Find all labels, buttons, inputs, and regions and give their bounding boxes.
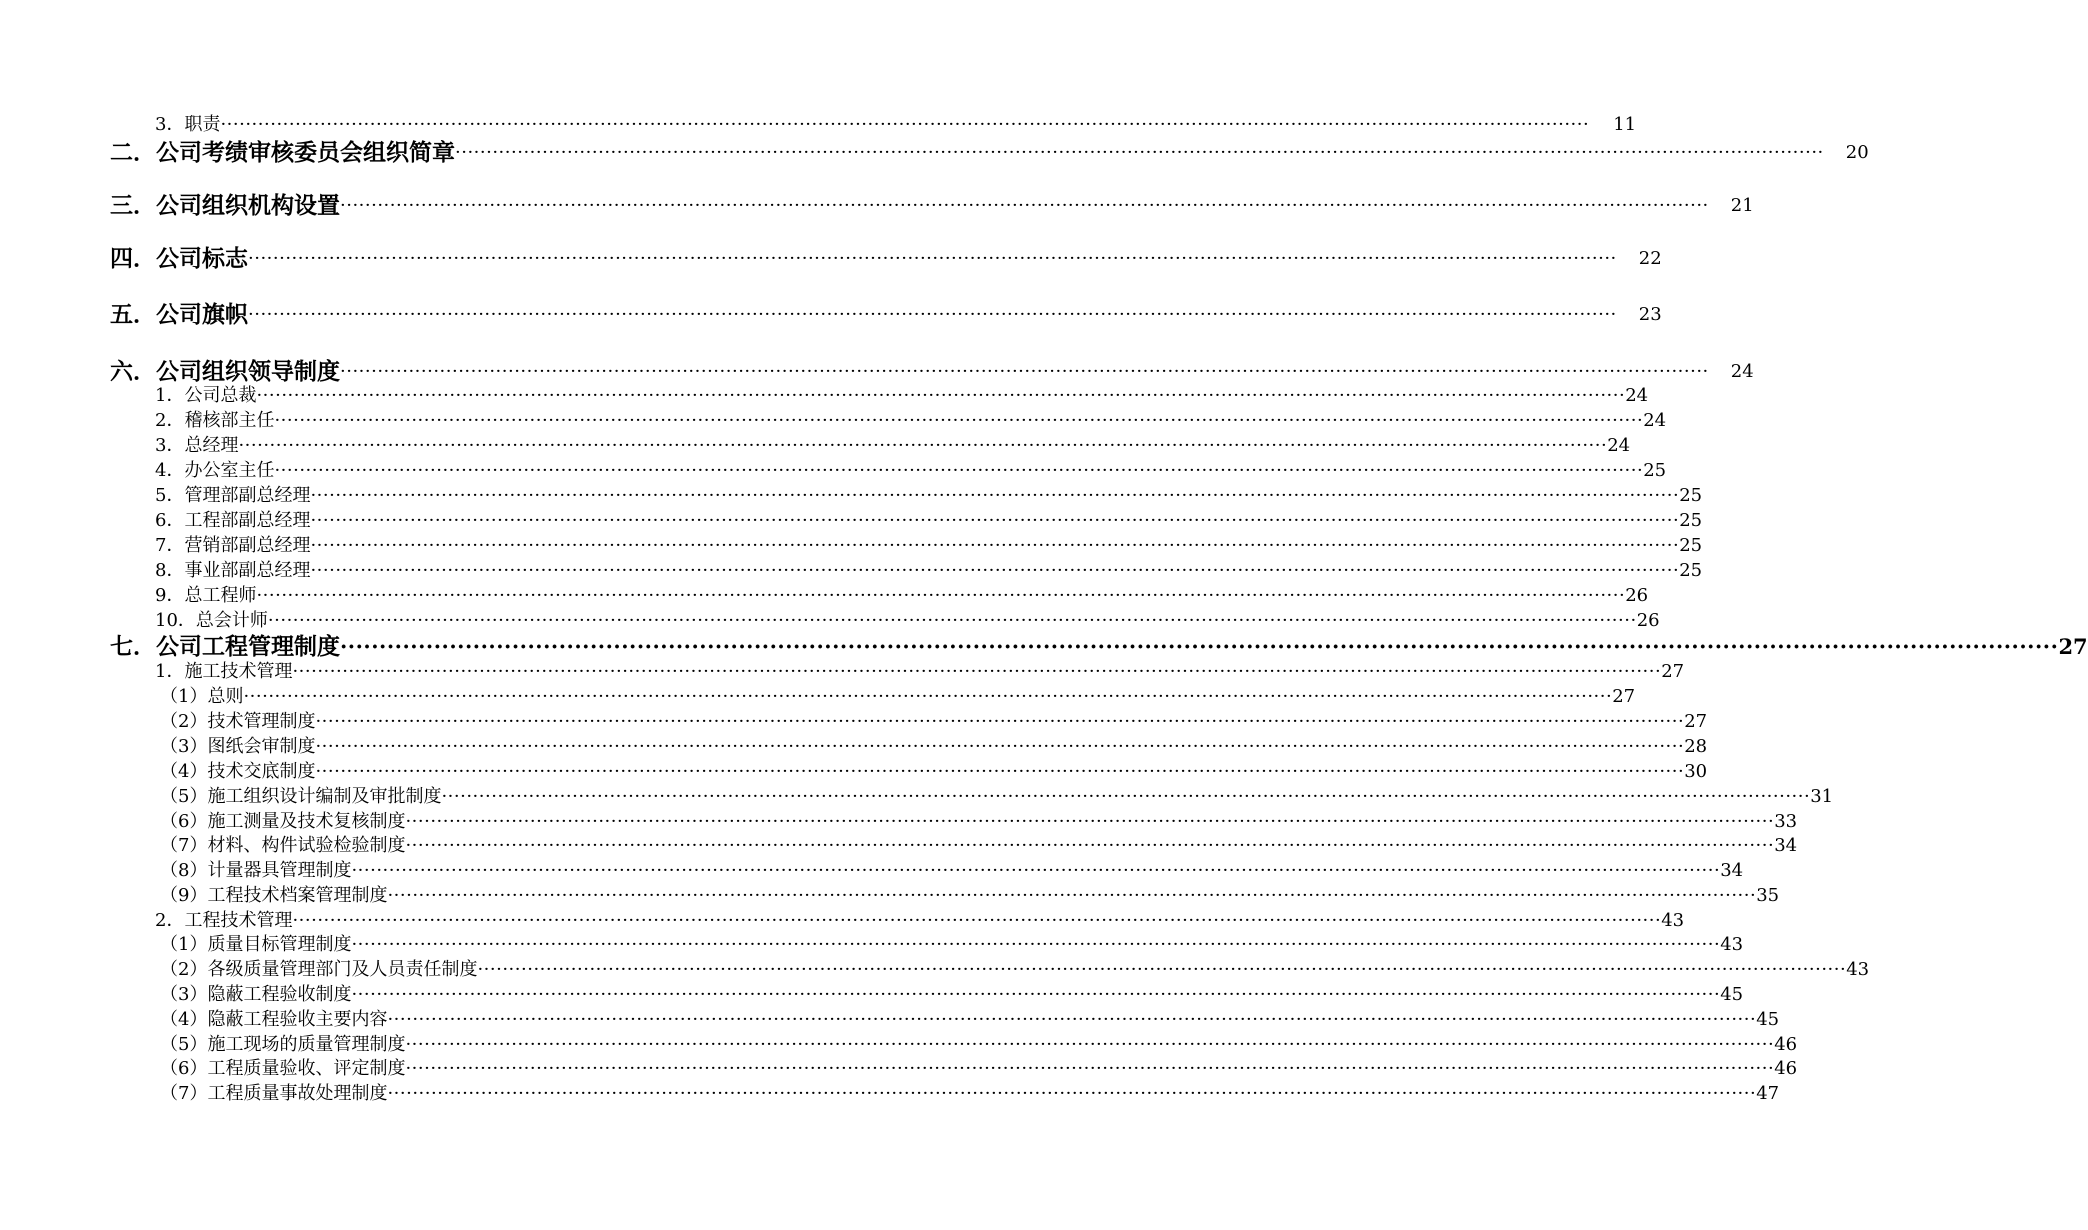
toc-entry <box>155 459 1667 483</box>
toc-entry-title: （2）技术管理制度 <box>160 711 316 732</box>
toc-entry <box>110 244 1662 274</box>
toc-page-number: 43 <box>1720 934 1744 955</box>
toc-page-number: 27 <box>2058 634 2088 659</box>
toc-page-number: 23 <box>1638 304 1662 325</box>
toc-dot-leader: ···························································································································································································································· <box>387 885 1757 906</box>
toc-entry-title: （5）施工组织设计编制及审批制度 <box>160 786 442 807</box>
toc-dot-leader: ···························································································································································································································· <box>315 761 1685 782</box>
toc-entry <box>160 785 1834 809</box>
toc-entry <box>160 1082 1780 1106</box>
toc-dot-leader: ···························································································································································································································· <box>310 510 1680 531</box>
toc-page-number: 46 <box>1774 1058 1798 1079</box>
toc-page-number: 22 <box>1638 248 1662 269</box>
toc-dot-leader: ···························································································································································································································· <box>441 786 1811 807</box>
toc-entry <box>160 958 1870 982</box>
toc-dot-leader: ···························································································································································································································· <box>351 934 1721 955</box>
toc-page-number: 28 <box>1684 736 1708 757</box>
toc-entry-title: 五．公司旗帜 <box>110 302 248 328</box>
toc-dot-leader: ···························································································································································································································· <box>315 711 1685 732</box>
toc-entry <box>155 559 1703 583</box>
toc-entry <box>110 300 1662 330</box>
toc-page-number: 27 <box>1684 711 1708 732</box>
toc-entry-title: 4．办公室主任 <box>155 460 275 481</box>
toc-page-number: 43 <box>1661 910 1685 931</box>
toc-page-number: 24 <box>1730 361 1754 382</box>
toc-entry <box>110 191 1754 221</box>
toc-dot-leader: ···························································································································································································································· <box>248 248 1617 269</box>
toc-entry-title: 8．事业部副总经理 <box>155 560 311 581</box>
toc-entry <box>160 810 1798 834</box>
toc-dot-leader: ···························································································································································································································· <box>340 195 1709 216</box>
toc-entry <box>155 484 1703 508</box>
toc-entry <box>160 735 1708 759</box>
toc-entry <box>110 632 2088 662</box>
toc-entry-title: （1）质量目标管理制度 <box>160 934 352 955</box>
toc-entry-title: （1）总则 <box>160 686 244 707</box>
toc-entry <box>160 1057 1798 1081</box>
toc-page-number: 43 <box>1846 959 1870 980</box>
toc-page-number: 21 <box>1730 195 1754 216</box>
toc-dot-leader: ···························································································································································································································· <box>292 910 1662 931</box>
toc-entry <box>110 138 1869 168</box>
toc-dot-leader: ···························································································································································································································· <box>256 385 1626 406</box>
toc-page-number: 46 <box>1774 1034 1798 1055</box>
toc-dot-leader: ···························································································································································································································· <box>243 686 1613 707</box>
toc-dot-leader: ···························································································································································································································· <box>315 736 1685 757</box>
toc-entry-title: （2）各级质量管理部门及人员责任制度 <box>160 959 478 980</box>
toc-entry-title: 3．职责 <box>155 114 221 135</box>
toc-dot-leader: ···························································································································································································································· <box>274 460 1644 481</box>
toc-dot-leader: ···························································································································································································································· <box>238 435 1608 456</box>
toc-entry <box>155 909 1685 933</box>
toc-dot-leader: ···························································································································································································································· <box>220 114 1590 135</box>
toc-dot-leader: ···························································································································································································································· <box>351 860 1721 881</box>
toc-entry <box>155 384 1649 408</box>
toc-page-number: 45 <box>1756 1009 1780 1030</box>
toc-dot-leader: ···························································································································································································································· <box>292 661 1662 682</box>
toc-entry <box>160 1008 1780 1032</box>
toc-entry-title: 10．总会计师 <box>155 610 268 631</box>
toc-entry <box>160 834 1798 858</box>
toc-entry-title: 7．营销部副总经理 <box>155 535 311 556</box>
toc-entry <box>160 760 1708 784</box>
toc-entry-title: 6．工程部副总经理 <box>155 510 311 531</box>
toc-page-number: 26 <box>1636 610 1660 631</box>
toc-entry-title: （3）图纸会审制度 <box>160 736 316 757</box>
toc-dot-leader: ···························································································································································································································· <box>340 361 1709 382</box>
toc-entry <box>160 884 1780 908</box>
toc-dot-leader: ···························································································································································································································· <box>256 585 1626 606</box>
toc-page-number: 31 <box>1810 786 1834 807</box>
toc-page-number: 27 <box>1612 686 1636 707</box>
toc-page-number: 24 <box>1643 410 1667 431</box>
toc-dot-leader: ···························································································································································································································· <box>340 634 2059 659</box>
toc-entry <box>160 685 1636 709</box>
toc-entry-title: （6）工程质量验收、评定制度 <box>160 1058 406 1079</box>
toc-page-number: 26 <box>1625 585 1649 606</box>
toc-entry-title: （7）工程质量事故处理制度 <box>160 1083 388 1104</box>
toc-page-number: 30 <box>1684 761 1708 782</box>
toc-page-number: 20 <box>1845 142 1869 163</box>
toc-entry <box>155 584 1649 608</box>
toc-page-number: 47 <box>1756 1083 1780 1104</box>
toc-entry <box>155 509 1703 533</box>
toc-page-number: 35 <box>1756 885 1780 906</box>
toc-entry-title: 3．总经理 <box>155 435 239 456</box>
toc-page-number: 34 <box>1774 835 1798 856</box>
toc-entry-title: 2．工程技术管理 <box>155 910 293 931</box>
toc-entry-title: （3）隐蔽工程验收制度 <box>160 984 352 1005</box>
toc-entry <box>155 660 1685 684</box>
toc-entry-title: （9）工程技术档案管理制度 <box>160 885 388 906</box>
toc-entry-title: 5．管理部副总经理 <box>155 485 311 506</box>
toc-dot-leader: ···························································································································································································································· <box>274 410 1644 431</box>
toc-entry-title: 七．公司工程管理制度 <box>110 634 340 660</box>
toc-page-number: 27 <box>1661 661 1685 682</box>
toc-entry-title: （5）施工现场的质量管理制度 <box>160 1034 406 1055</box>
toc-dot-leader: ···························································································································································································································· <box>405 1058 1775 1079</box>
toc-entry-title: 1．施工技术管理 <box>155 661 293 682</box>
toc-dot-leader: ···························································································································································································································· <box>310 560 1680 581</box>
toc-entry-title: （4）技术交底制度 <box>160 761 316 782</box>
toc-entry-title: （8）计量器具管理制度 <box>160 860 352 881</box>
toc-dot-leader: ···························································································································································································································· <box>387 1009 1757 1030</box>
toc-page-number: 25 <box>1643 460 1667 481</box>
toc-dot-leader: ···························································································································································································································· <box>351 984 1721 1005</box>
toc-page-number: 25 <box>1679 560 1703 581</box>
toc-page-number: 25 <box>1679 510 1703 531</box>
toc-dot-leader: ···························································································································································································································· <box>405 835 1775 856</box>
toc-page-number: 45 <box>1720 984 1744 1005</box>
toc-dot-leader: ···························································································································································································································· <box>310 535 1680 556</box>
toc-page-number: 24 <box>1625 385 1649 406</box>
toc-dot-leader: ···························································································································································································································· <box>405 811 1775 832</box>
toc-dot-leader: ···························································································································································································································· <box>248 304 1617 325</box>
toc-page-number: 34 <box>1720 860 1744 881</box>
toc-entry-title: 2．稽核部主任 <box>155 410 275 431</box>
toc-entry <box>160 710 1708 734</box>
toc-entry-title: （6）施工测量及技术复核制度 <box>160 811 406 832</box>
toc-page-number: 25 <box>1679 535 1703 556</box>
toc-entry <box>155 434 1631 458</box>
toc-entry <box>160 983 1744 1007</box>
toc-entry-title: 六．公司组织领导制度 <box>110 359 340 385</box>
toc-dot-leader: ···························································································································································································································· <box>405 1034 1775 1055</box>
toc-entry-title: 四．公司标志 <box>110 246 248 272</box>
toc-entry <box>110 357 1754 387</box>
toc-entry-title: 9．总工程师 <box>155 585 257 606</box>
toc-entry-title: （4）隐蔽工程验收主要内容 <box>160 1009 388 1030</box>
toc-entry <box>155 534 1703 558</box>
toc-page-number: 11 <box>1613 114 1637 135</box>
toc-entry <box>160 859 1744 883</box>
toc-page-number: 25 <box>1679 485 1703 506</box>
toc-dot-leader: ···························································································································································································································· <box>387 1083 1757 1104</box>
toc-entry <box>160 933 1744 957</box>
toc-dot-leader: ···························································································································································································································· <box>267 610 1637 631</box>
toc-entry <box>155 113 1637 137</box>
toc-dot-leader: ···························································································································································································································· <box>477 959 1847 980</box>
toc-dot-leader: ···························································································································································································································· <box>455 142 1824 163</box>
toc-entry-title: 1．公司总裁 <box>155 385 257 406</box>
toc-entry-title: 二．公司考绩审核委员会组织简章 <box>110 140 455 166</box>
toc-entry-title: 三．公司组织机构设置 <box>110 193 340 219</box>
toc-entry <box>160 1033 1798 1057</box>
toc-entry <box>155 409 1667 433</box>
toc-page-number: 24 <box>1607 435 1631 456</box>
toc-entry <box>155 609 1660 633</box>
toc-page-number: 33 <box>1774 811 1798 832</box>
toc-entry-title: （7）材料、构件试验检验制度 <box>160 835 406 856</box>
toc-dot-leader: ···························································································································································································································· <box>310 485 1680 506</box>
